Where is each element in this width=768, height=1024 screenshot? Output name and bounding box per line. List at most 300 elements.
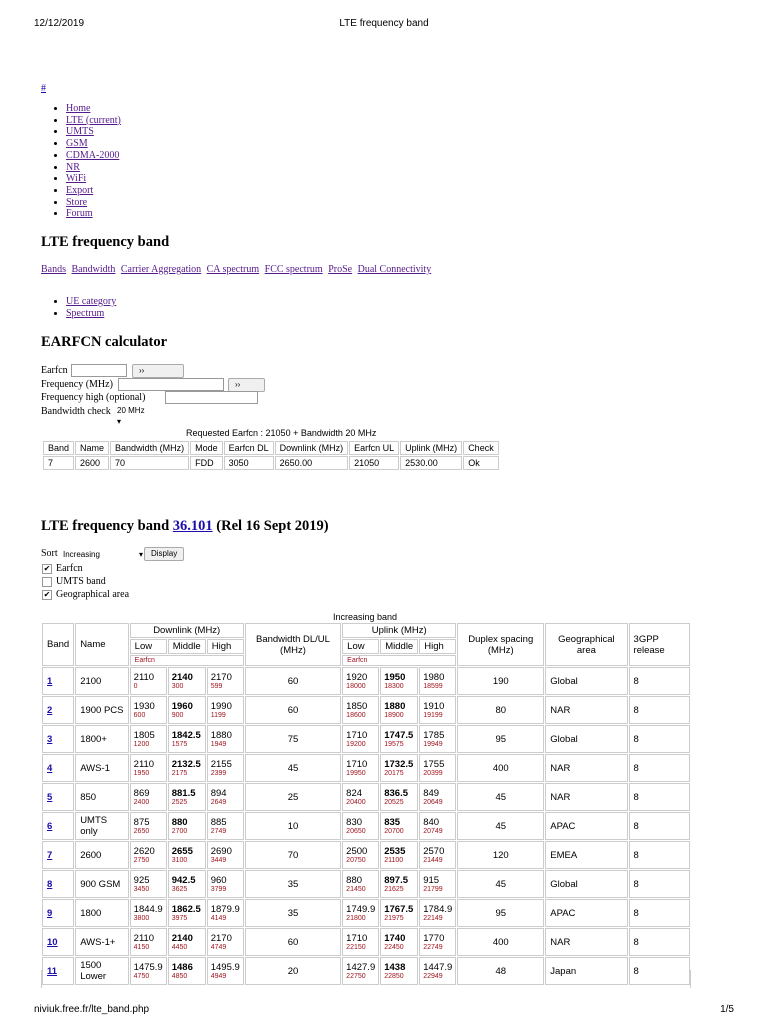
ul-freq-cell xyxy=(380,667,418,695)
dl-freq-cell xyxy=(168,696,206,724)
dl-earfcn-value: 2749 xyxy=(210,828,227,835)
band-section-title xyxy=(41,518,329,535)
dl-freq-value: 875 xyxy=(133,817,150,828)
geo-cell: NAR xyxy=(545,696,627,724)
nav-store[interactable]: Store xyxy=(66,196,88,208)
frequency-label: Frequency (MHz) xyxy=(41,378,113,390)
band-link[interactable]: 5 xyxy=(47,791,53,803)
ul-freq-cell xyxy=(380,812,418,840)
dl-freq-value: 1930 xyxy=(133,701,155,712)
table-row xyxy=(42,870,690,898)
ul-freq-value: 1740 xyxy=(384,933,406,944)
dl-earfcn-value: 2650 xyxy=(133,828,150,835)
page-title: LTE frequency band xyxy=(41,234,170,250)
dl-freq-value: 885 xyxy=(210,817,227,828)
nav-lte[interactable]: LTE (current) xyxy=(66,114,121,126)
ul-freq-value: 1770 xyxy=(423,933,445,944)
dl-freq-value: 960 xyxy=(210,875,227,886)
ul-earfcn-value: 22150 xyxy=(346,944,366,951)
ul-earfcn-value: 20700 xyxy=(384,828,404,835)
band-link[interactable]: 4 xyxy=(47,762,53,774)
column-header: Band xyxy=(43,441,74,455)
dl-freq-cell xyxy=(130,812,167,840)
dl-freq-cell xyxy=(207,928,244,956)
duplex-cell: 45 xyxy=(457,783,544,811)
ul-freq-cell xyxy=(380,928,418,956)
checkbox-earfcn[interactable] xyxy=(42,563,83,574)
ul-freq-cell xyxy=(419,841,456,869)
dl-earfcn-value: 0 xyxy=(133,683,138,690)
table-cell: 3050 xyxy=(224,456,274,470)
ul-freq-cell xyxy=(419,696,456,724)
ul-freq-value: 2535 xyxy=(384,846,406,857)
table-row xyxy=(42,696,690,724)
band-number-cell xyxy=(42,783,74,811)
table-row xyxy=(43,456,499,470)
dl-freq-value: 894 xyxy=(210,788,227,799)
duplex-cell: 48 xyxy=(457,957,544,985)
ul-earfcn-value: 20175 xyxy=(384,770,404,777)
sub-links xyxy=(48,296,116,319)
dl-freq-value: 869 xyxy=(133,788,150,799)
ul-earfcn-value: 18900 xyxy=(384,712,404,719)
to-frequency-button[interactable]: ›› xyxy=(132,364,184,378)
dl-freq-value: 2155 xyxy=(210,759,232,770)
band-title-suffix: (Rel 16 Sept 2019) xyxy=(216,518,329,534)
ul-earfcn-value: 21625 xyxy=(384,886,404,893)
band-link[interactable]: 11 xyxy=(47,965,58,977)
ul-earfcn-value: 22149 xyxy=(423,915,443,922)
frequency-high-input[interactable] xyxy=(165,391,258,404)
ul-freq-cell xyxy=(342,899,379,927)
band-name-cell: 2100 xyxy=(75,667,128,695)
dl-freq-cell xyxy=(207,870,244,898)
sort-label: Sort xyxy=(41,548,58,559)
band-link[interactable]: 2 xyxy=(47,704,53,716)
tab-carrier-aggregation[interactable]: Carrier Aggregation xyxy=(120,264,202,275)
duplex-cell: 80 xyxy=(457,696,544,724)
frequency-high-label: Frequency high (optional) xyxy=(41,392,146,403)
release-cell: 8 xyxy=(629,928,690,956)
ul-freq-value: 2570 xyxy=(423,846,445,857)
link-spectrum[interactable]: Spectrum xyxy=(66,307,105,319)
nav-nr[interactable]: NR xyxy=(66,161,80,173)
ul-earfcn-value: 18000 xyxy=(346,683,366,690)
bandwidth-cell: 45 xyxy=(245,754,341,782)
hash-link[interactable]: # xyxy=(41,83,46,94)
band-title-prefix: LTE frequency band xyxy=(41,518,170,534)
table-row xyxy=(42,957,690,985)
ul-freq-value: 840 xyxy=(423,817,440,828)
ul-freq-value: 830 xyxy=(346,817,363,828)
table-header-row xyxy=(42,623,690,638)
band-link[interactable]: 9 xyxy=(47,907,53,919)
checkbox-checked-icon[interactable]: ✔ xyxy=(43,589,51,599)
band-name-cell: AWS-1+ xyxy=(75,928,128,956)
ul-freq-value: 2500 xyxy=(346,846,368,857)
band-link[interactable]: 3 xyxy=(47,733,53,745)
dl-earfcn-value: 3800 xyxy=(133,915,150,922)
duplex-cell: 120 xyxy=(457,841,544,869)
table-cell: 2530.00 xyxy=(400,456,462,470)
ul-freq-value: 1749.9 xyxy=(346,904,376,915)
dl-earfcn-value: 2750 xyxy=(133,857,150,864)
dl-earfcn-value: 1200 xyxy=(133,741,150,748)
column-header: Uplink (MHz) xyxy=(400,441,462,455)
earfcn-input[interactable] xyxy=(71,364,127,377)
release-cell: 8 xyxy=(629,725,690,753)
nav-gsm[interactable]: GSM xyxy=(66,138,88,150)
header-ul-high: High xyxy=(419,639,456,654)
nav-home[interactable]: Home xyxy=(66,103,91,114)
print-url: niviuk.free.fr/lte_band.php xyxy=(34,1004,150,1015)
duplex-cell: 45 xyxy=(457,870,544,898)
ul-earfcn-value: 21450 xyxy=(346,886,366,893)
to-earfcn-button[interactable]: ›› xyxy=(228,378,265,392)
ul-freq-value: 1880 xyxy=(384,701,406,712)
nav-cdma2000[interactable]: CDMA-2000 xyxy=(66,149,120,161)
band-link[interactable]: 10 xyxy=(47,936,58,948)
dl-earfcn-value: 2400 xyxy=(133,799,150,806)
dl-freq-value: 881.5 xyxy=(171,788,196,799)
geo-cell: Global xyxy=(545,870,627,898)
ul-freq-value: 824 xyxy=(346,788,363,799)
column-header: Name xyxy=(75,441,109,455)
checkbox-checked-icon[interactable]: ✔ xyxy=(43,563,51,573)
ul-freq-cell xyxy=(419,754,456,782)
ul-earfcn-value: 21100 xyxy=(384,857,404,864)
release-cell: 8 xyxy=(629,841,690,869)
band-table-caption: Increasing band xyxy=(332,612,398,622)
band-table xyxy=(41,622,691,986)
print-title: LTE frequency band xyxy=(339,18,429,29)
ul-freq-cell xyxy=(419,812,456,840)
checkbox-label: Earfcn xyxy=(56,563,83,574)
ul-freq-value: 897.5 xyxy=(384,875,409,886)
dl-freq-value: 1495.9 xyxy=(210,962,240,973)
geo-cell: NAR xyxy=(545,928,627,956)
duplex-cell: 95 xyxy=(457,725,544,753)
ul-freq-value: 836.5 xyxy=(384,788,409,799)
dl-freq-value: 2170 xyxy=(210,672,232,683)
ul-freq-cell xyxy=(380,899,418,927)
release-cell: 8 xyxy=(629,754,690,782)
ul-freq-value: 1920 xyxy=(346,672,368,683)
band-number-cell xyxy=(42,725,74,753)
dl-freq-value: 925 xyxy=(133,875,150,886)
header-ul-low: Low xyxy=(342,639,379,654)
band-link[interactable]: 6 xyxy=(47,820,53,832)
dl-freq-cell xyxy=(168,928,206,956)
dl-freq-value: 2140 xyxy=(171,933,193,944)
ul-freq-cell xyxy=(342,783,379,811)
table-row xyxy=(42,841,690,869)
ul-freq-value: 835 xyxy=(384,817,401,828)
band-number-cell xyxy=(42,899,74,927)
dl-earfcn-value: 4150 xyxy=(133,944,150,951)
band-number-cell xyxy=(42,696,74,724)
band-name-cell: 2600 xyxy=(75,841,128,869)
dl-freq-value: 2170 xyxy=(210,933,232,944)
dl-freq-value: 2110 xyxy=(133,933,155,944)
header-bandwidth: Bandwidth DL/UL (MHz) xyxy=(245,623,341,666)
table-row xyxy=(42,812,690,840)
dl-freq-cell xyxy=(207,754,244,782)
dl-freq-cell xyxy=(168,899,206,927)
dl-earfcn-value: 300 xyxy=(171,683,184,690)
ul-freq-value: 849 xyxy=(423,788,440,799)
earfcn-label: Earfcn xyxy=(347,657,368,664)
ul-freq-cell xyxy=(380,696,418,724)
ul-freq-cell xyxy=(342,928,379,956)
ul-freq-value: 1850 xyxy=(346,701,368,712)
checkbox-geographical-area[interactable] xyxy=(42,589,129,600)
dl-freq-cell xyxy=(207,783,244,811)
ul-earfcn-value: 20750 xyxy=(346,857,366,864)
calculator-result-caption: Requested Earfcn : 21050 + Bandwidth 20 MHz xyxy=(186,428,377,438)
dl-earfcn-value: 600 xyxy=(133,712,146,719)
duplex-cell: 45 xyxy=(457,812,544,840)
ul-freq-value: 1910 xyxy=(423,701,445,712)
calculator-result-table xyxy=(42,440,500,471)
geo-cell: APAC xyxy=(545,899,627,927)
column-header: Check xyxy=(463,441,499,455)
band-table-body xyxy=(42,667,690,985)
table-cell: 70 xyxy=(110,456,189,470)
nav-umts[interactable]: UMTS xyxy=(66,126,94,138)
band-number-cell xyxy=(42,754,74,782)
dl-earfcn-value: 2700 xyxy=(171,828,188,835)
checkbox-label: Geographical area xyxy=(56,589,130,600)
ul-freq-value: 1710 xyxy=(346,933,368,944)
tab-fcc-spectrum[interactable]: FCC spectrum xyxy=(264,264,323,275)
dl-freq-cell xyxy=(130,783,167,811)
dl-earfcn-value: 1950 xyxy=(133,770,150,777)
ul-earfcn-value: 21975 xyxy=(384,915,404,922)
bandwidth-check-select[interactable] xyxy=(117,405,145,426)
ul-freq-cell xyxy=(342,725,379,753)
header-geo: Geographical area xyxy=(545,623,627,666)
dl-freq-cell xyxy=(168,812,206,840)
duplex-cell: 400 xyxy=(457,754,544,782)
table-cell: 2600 xyxy=(75,456,109,470)
header-uplink: Uplink (MHz) xyxy=(342,623,456,638)
dl-freq-value: 2140 xyxy=(171,672,193,683)
dl-freq-value: 1475.9 xyxy=(133,962,163,973)
dl-freq-value: 2655 xyxy=(171,846,193,857)
ul-freq-value: 1767.5 xyxy=(384,904,414,915)
dl-earfcn-value: 3100 xyxy=(171,857,188,864)
dl-earfcn-value: 1949 xyxy=(210,741,227,748)
ul-freq-cell xyxy=(419,667,456,695)
dl-freq-value: 1960 xyxy=(171,701,193,712)
ul-freq-value: 1732.5 xyxy=(384,759,414,770)
geo-cell: APAC xyxy=(545,812,627,840)
dl-earfcn-value: 3975 xyxy=(171,915,188,922)
dl-earfcn-value: 2649 xyxy=(210,799,227,806)
chevron-down-icon: ▾ xyxy=(117,416,122,426)
dl-earfcn-value: 1575 xyxy=(171,741,188,748)
dl-freq-value: 1879.9 xyxy=(210,904,240,915)
dl-earfcn-value: 2399 xyxy=(210,770,227,777)
sort-select[interactable] xyxy=(63,549,143,560)
ul-earfcn-value: 22450 xyxy=(384,944,404,951)
dl-freq-cell xyxy=(130,899,167,927)
ul-earfcn-value: 22850 xyxy=(384,973,404,980)
nav-export[interactable]: Export xyxy=(66,184,94,196)
ul-freq-cell xyxy=(419,783,456,811)
band-name-cell: 900 GSM xyxy=(75,870,128,898)
column-header: Earfcn UL xyxy=(349,441,399,455)
dl-earfcn-value: 599 xyxy=(210,683,223,690)
bandwidth-cell: 70 xyxy=(245,841,341,869)
bandwidth-check-value: 20 MHz xyxy=(117,405,145,415)
main-nav xyxy=(48,103,121,220)
dl-freq-value: 2620 xyxy=(133,846,155,857)
table-cell: Ok xyxy=(463,456,499,470)
dl-freq-cell xyxy=(168,754,206,782)
bandwidth-cell: 35 xyxy=(245,870,341,898)
dl-freq-cell xyxy=(130,667,167,695)
dl-earfcn-value: 4750 xyxy=(133,973,150,980)
tab-ca-spectrum[interactable]: CA spectrum xyxy=(206,264,260,275)
dl-freq-value: 2110 xyxy=(133,672,155,683)
duplex-cell: 400 xyxy=(457,928,544,956)
dl-earfcn-value: 4850 xyxy=(171,973,188,980)
ul-freq-cell xyxy=(380,957,418,985)
release-cell: 8 xyxy=(629,812,690,840)
header-band: Band xyxy=(42,623,74,666)
dl-freq-cell xyxy=(130,696,167,724)
tab-dual-connectivity[interactable]: Dual Connectivity xyxy=(357,264,432,275)
ul-earfcn-value: 21449 xyxy=(423,857,443,864)
dl-earfcn-value: 3449 xyxy=(210,857,227,864)
dl-freq-cell xyxy=(207,667,244,695)
bandwidth-cell: 35 xyxy=(245,899,341,927)
ul-freq-value: 1980 xyxy=(423,672,445,683)
band-name-cell: 1800+ xyxy=(75,725,128,753)
tab-prose[interactable]: ProSe xyxy=(328,264,353,275)
table-row xyxy=(42,754,690,782)
dl-freq-cell xyxy=(130,841,167,869)
duplex-cell: 190 xyxy=(457,667,544,695)
ul-freq-cell xyxy=(380,754,418,782)
bandwidth-cell: 60 xyxy=(245,928,341,956)
sort-controls xyxy=(41,548,178,559)
ul-earfcn-value: 22949 xyxy=(423,973,443,980)
dl-freq-value: 1880 xyxy=(210,730,232,741)
band-link[interactable]: 8 xyxy=(47,878,53,890)
dl-earfcn-value: 3450 xyxy=(133,886,150,893)
header-downlink: Downlink (MHz) xyxy=(130,623,244,638)
dl-freq-cell xyxy=(168,783,206,811)
dl-freq-cell xyxy=(130,754,167,782)
frequency-input[interactable] xyxy=(118,378,224,391)
dl-freq-cell xyxy=(207,841,244,869)
ul-freq-cell xyxy=(342,754,379,782)
dl-freq-value: 1862.5 xyxy=(171,904,201,915)
column-header: Downlink (MHz) xyxy=(275,441,349,455)
ul-earfcn-value: 18599 xyxy=(423,683,443,690)
ul-earfcn-value: 18600 xyxy=(346,712,366,719)
earfcn-form xyxy=(41,364,241,426)
link-ue-category[interactable]: UE category xyxy=(66,296,117,307)
ul-earfcn-value: 21800 xyxy=(346,915,366,922)
ul-freq-cell xyxy=(342,957,379,985)
ul-freq-value: 1710 xyxy=(346,730,368,741)
display-button[interactable]: Display xyxy=(144,547,184,561)
ul-earfcn-value: 19949 xyxy=(423,741,443,748)
dl-freq-cell xyxy=(207,725,244,753)
nav-wifi[interactable]: WiFi xyxy=(66,173,87,185)
bandwidth-cell: 60 xyxy=(245,667,341,695)
table-cell: 21050 xyxy=(349,456,399,470)
ul-earfcn-value: 19575 xyxy=(384,741,404,748)
dl-earfcn-value: 3625 xyxy=(171,886,188,893)
dl-freq-cell xyxy=(130,957,167,985)
ul-freq-cell xyxy=(342,812,379,840)
table-header-row xyxy=(43,441,499,455)
ul-freq-cell xyxy=(380,841,418,869)
dl-earfcn-value: 900 xyxy=(171,712,184,719)
ul-earfcn-value: 20525 xyxy=(384,799,404,806)
print-date: 12/12/2019 xyxy=(34,18,85,29)
ul-earfcn-value: 20400 xyxy=(346,799,366,806)
ul-freq-value: 1785 xyxy=(423,730,445,741)
calculator-title: EARFCN calculator xyxy=(41,334,168,350)
dl-freq-value: 2110 xyxy=(133,759,155,770)
bandwidth-cell: 75 xyxy=(245,725,341,753)
release-cell: 8 xyxy=(629,783,690,811)
bandwidth-cell: 10 xyxy=(245,812,341,840)
dl-earfcn-value: 1199 xyxy=(210,712,226,719)
band-link[interactable]: 1 xyxy=(47,675,53,687)
ul-earfcn-value: 22750 xyxy=(346,973,366,980)
tab-bandwidth[interactable]: Bandwidth xyxy=(71,264,116,275)
spec-link[interactable]: 36.101 xyxy=(172,518,213,534)
ul-earfcn-value: 20649 xyxy=(423,799,443,806)
tab-bands[interactable]: Bands xyxy=(41,264,66,275)
dl-freq-value: 1486 xyxy=(171,962,193,973)
header-dl-high: High xyxy=(207,639,244,654)
table-cell: 2650.00 xyxy=(275,456,349,470)
bandwidth-cell: 20 xyxy=(245,957,341,985)
dl-earfcn-value: 4450 xyxy=(171,944,188,951)
checkbox-unchecked-icon[interactable] xyxy=(42,577,52,587)
ul-freq-value: 1950 xyxy=(384,672,406,683)
table-edge-right xyxy=(690,970,691,988)
geo-cell: NAR xyxy=(545,783,627,811)
band-number-cell xyxy=(42,812,74,840)
header-dl-earfcn xyxy=(130,655,244,666)
dl-freq-value: 2690 xyxy=(210,846,232,857)
ul-freq-cell xyxy=(342,870,379,898)
band-name-cell: UMTS only xyxy=(75,812,128,840)
ul-freq-cell xyxy=(380,783,418,811)
dl-freq-value: 2132.5 xyxy=(171,759,201,770)
band-number-cell xyxy=(42,957,74,985)
ul-earfcn-value: 21799 xyxy=(423,886,443,893)
bandwidth-cell: 25 xyxy=(245,783,341,811)
dl-earfcn-value: 2175 xyxy=(171,770,188,777)
chevron-down-icon: ▾ xyxy=(138,550,143,559)
band-link[interactable]: 7 xyxy=(47,849,53,861)
ul-freq-cell xyxy=(342,841,379,869)
checkbox-umts-band[interactable] xyxy=(42,576,106,587)
dl-freq-value: 880 xyxy=(171,817,188,828)
nav-forum[interactable]: Forum xyxy=(66,208,93,220)
ul-freq-value: 1747.5 xyxy=(384,730,414,741)
